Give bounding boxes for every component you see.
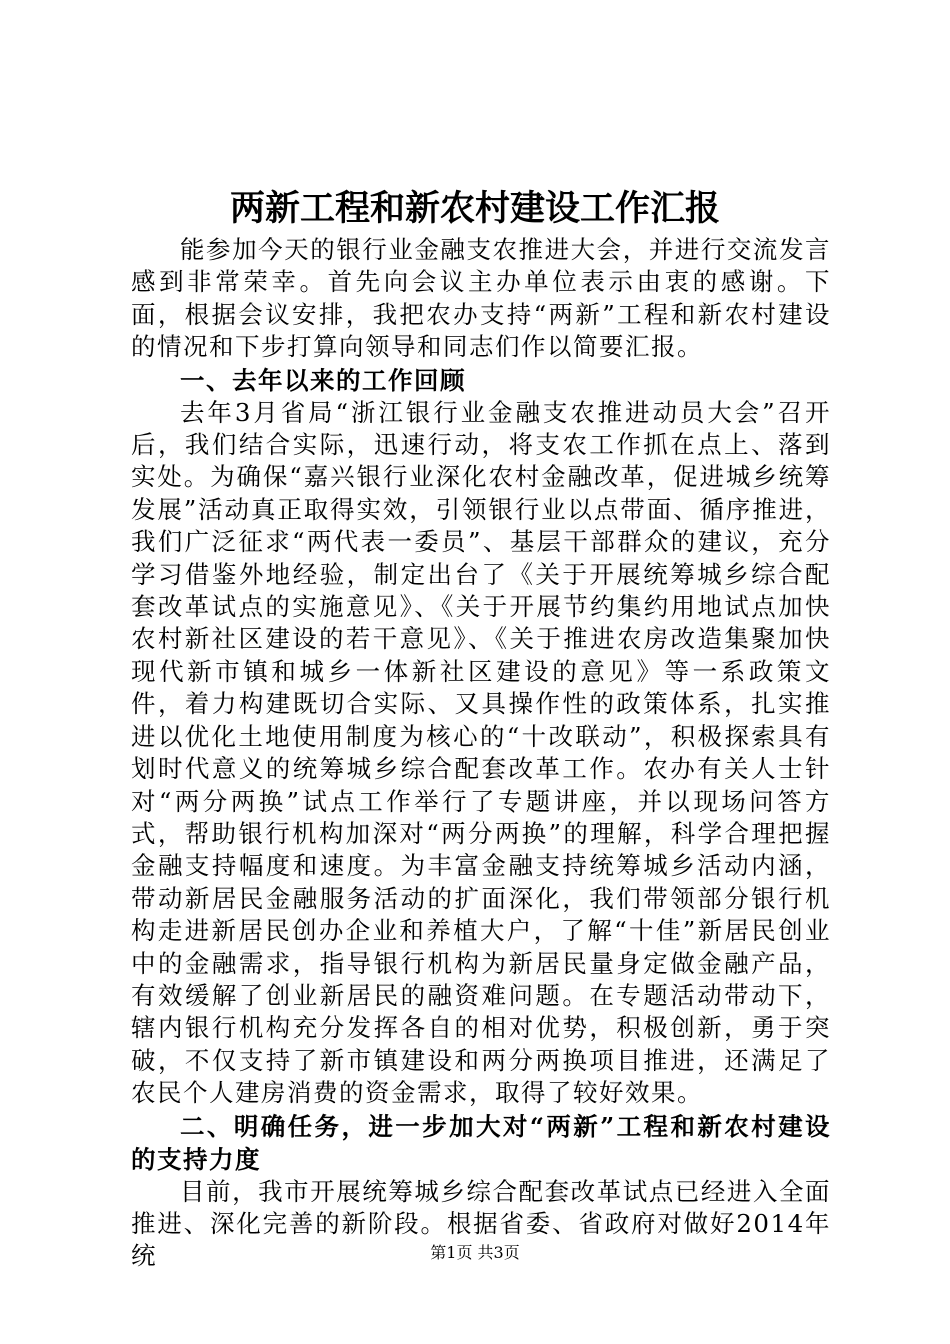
document-body: [131, 234, 831, 1273]
paragraph-tasks: 目前，我市开展统筹城乡综合配套改革试点已经进入全面推进、深化完善的新阶段。根据省委、省政府对做好2014年统: [131, 1176, 831, 1271]
paragraph-review: 去年3月省局“浙江银行业金融支农推进动员大会”召开后，我们结合实际，迅速行动，将支农工作抓在点上、落到实处。为确保“嘉兴银行业深化农村金融改革，促进城乡统筹发展”活动真正取得实效，引领银行业以点带面、循序推进，我们广泛征求“两代表一委员”、基层干部群众的建议，充分学习借鉴外地经验，制定出台了《关于开展统筹城乡综合配套改革试点的实施意见》、《关于开展节约集约用地试点加快农村新社区建设的若干意见》、《关于推进农房改造集聚加快现代新市镇和城乡一体新社区建设的意见》等一系政策文件，着力构建既切合实际、又具操作性的政策体系，扎实推进以优化土地使用制度为核心的“十改联动”，积极探索具有划时代意义的统筹城乡综合配套改革工作。农办有关人士针对“两分两换”试点工作举行了专题讲座，并以现场问答方式，帮助银行机构加深对“两分两换”的理解，科学合理把握金融支持幅度和速度。为丰富金融支持统筹城乡活动内涵，带动新居民金融服务活动的扩面深化，我们带领部分银行机构走进新居民创办企业和养植大户，了解“十佳”新居民创业中的金融需求，指导银行机构为新居民量身定做金融产品，有效缓解了创业新居民的融资难问题。在专题活动带动下，辖内银行机构充分发挥各自的相对优势，积极创新，勇于突破，不仅支持了新市镇建设和两分两换项目推进，还满足了农民个人建房消费的资金需求，取得了较好效果。: [131, 397, 831, 1108]
paragraph-intro: 能参加今天的银行业金融支农推进大会，并进行交流发言感到非常荣幸。首先向会议主办单位表示由衷的感谢。下面，根据会议安排，我把农办支持“两新”工程和新农村建设的情况和下步打算向领导和同志们作以简要汇报。: [131, 235, 831, 362]
section-heading-2: 二、明确任务，进一步加大对“两新”工程和新农村建设的支持力度: [131, 1111, 831, 1174]
document-title: 两新工程和新农村建设工作汇报: [229, 188, 720, 229]
page-footer: 第1页 共3页: [430, 1243, 520, 1262]
section-heading-1: 一、去年以来的工作回顾: [180, 365, 466, 395]
